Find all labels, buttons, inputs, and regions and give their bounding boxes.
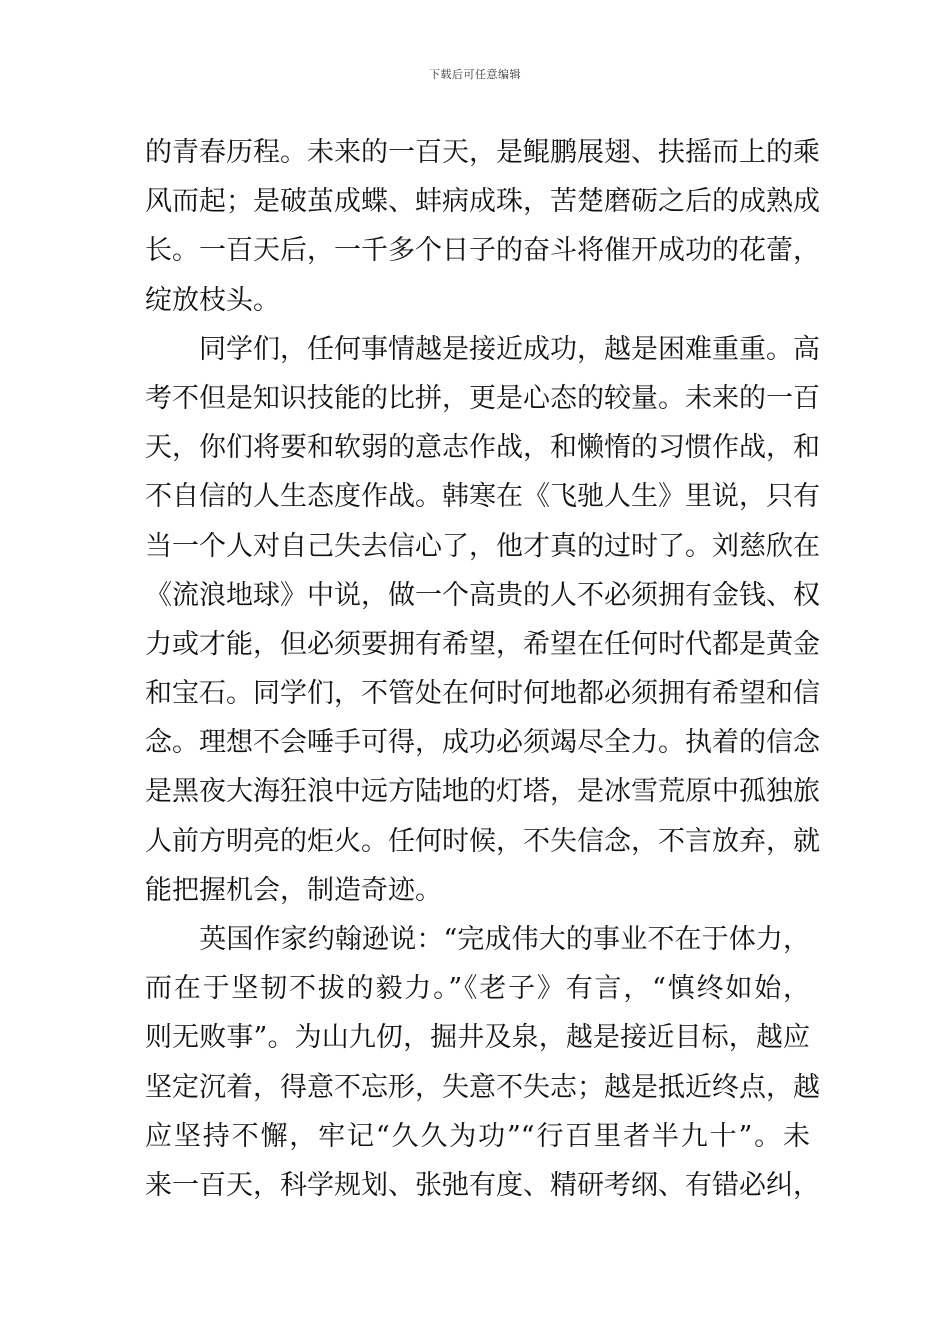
text-line: 而在于坚韧不拔的毅力。”《老子》有言，“慎终如始， — [145, 973, 810, 1005]
text-line: 是黑夜大海狂浪中远方陆地的灯塔，是冰雪荒原中孤独旅 — [145, 776, 820, 808]
text-line: 当一个人对自己失去信心了，他才真的过时了。刘慈欣在 — [145, 530, 820, 562]
text-line: 来一百天，科学规划、张弛有度、精研考纲、有错必纠， — [145, 1169, 820, 1201]
text-line: 英国作家约翰逊说：“完成伟大的事业不在于体力， — [145, 924, 810, 955]
text-line: 的青春历程。未来的一百天，是鲲鹏展翅、扶摇而上的乘 — [145, 137, 820, 168]
text-line: 则无败事”。为山九仞，掘井及泉，越是接近目标，越应 — [145, 1022, 810, 1054]
text-line: 同学们，任何事情越是接近成功，越是困难重重。高 — [145, 333, 820, 365]
text-line: 风而起；是破茧成蝶、蚌病成珠，苦楚磨砺之后的成熟成 — [145, 186, 820, 218]
text-line: 念。理想不会唾手可得，成功必须竭尽全力。执着的信念 — [145, 727, 820, 759]
text-line: 坚定沉着，得意不忘形，失意不失志；越是抵近终点，越 — [145, 1071, 820, 1103]
text-line: 绽放枝头。 — [145, 284, 280, 316]
text-line: 天，你们将要和软弱的意志作战，和懒惰的习惯作战，和 — [145, 432, 820, 464]
page-header: 下载后可任意编辑 — [429, 68, 521, 81]
body-text — [145, 128, 820, 1210]
text-line: 《流浪地球》中说，做一个高贵的人不必须拥有金钱、权 — [145, 579, 820, 611]
text-line: 力或才能，但必须要拥有希望，希望在任何时代都是黄金 — [145, 628, 820, 660]
text-line: 考不但是知识技能的比拼，更是心态的较量。未来的一百 — [145, 382, 820, 414]
text-line: 应坚持不懈，牢记“久久为功”“行百里者半九十”。未 — [145, 1120, 810, 1152]
text-line: 长。一百天后，一千多个日子的奋斗将催开成功的花蕾， — [145, 235, 820, 267]
text-line: 能把握机会，制造奇迹。 — [145, 874, 442, 906]
text-line: 和宝石。同学们，不管处在何时何地都必须拥有希望和信 — [145, 678, 820, 710]
text-line: 人前方明亮的炬火。任何时候，不失信念，不言放弃，就 — [145, 825, 820, 857]
text-line: 不自信的人生态度作战。韩寒在《飞驰人生》里说，只有 — [145, 481, 820, 513]
